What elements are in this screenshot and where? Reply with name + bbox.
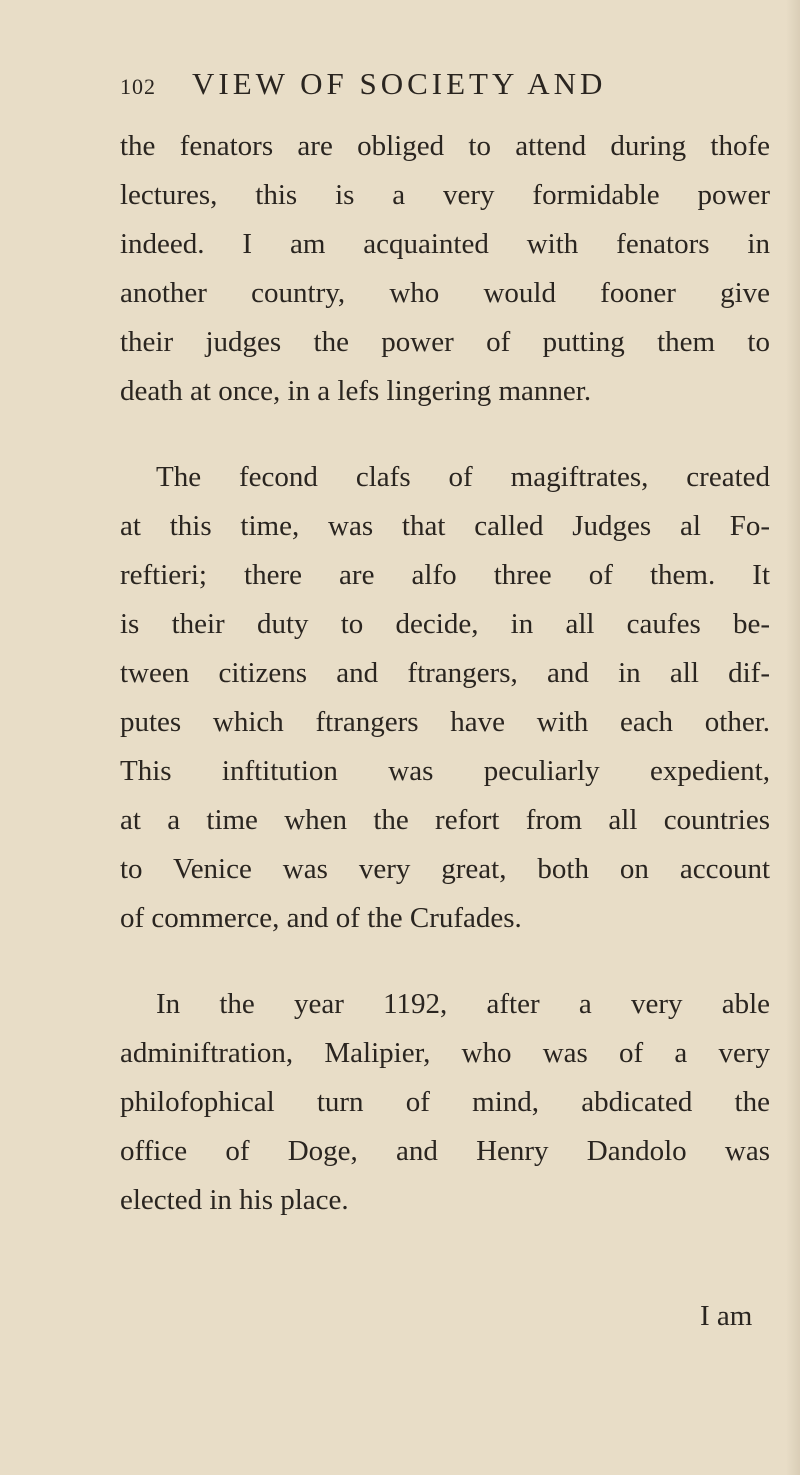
text-line: This inftitution was peculiarly expedient, [120,755,770,787]
text-line: to Venice was very great, both on account [120,853,770,885]
text-line: The fecond clafs of magiftrates, created [156,461,770,493]
text-line: tween citizens and ftrangers, and in all dif- [120,657,770,689]
body-text [120,122,770,1225]
page-header [120,66,720,106]
text-line: is their duty to decide, in all caufes be- [120,608,770,640]
text-line: In the year 1192, after a very able [156,988,770,1020]
text-line: lectures, this is a very formidable power [120,179,770,211]
paragraph-2 [120,453,770,943]
catchword: I am [700,1300,753,1332]
page-number: 102 [120,74,156,99]
text-line: indeed. I am acquainted with fenators in [120,228,770,260]
text-line: at a time when the refort from all countries [120,804,770,836]
text-line: adminiftration, Malipier, who was of a very [120,1037,770,1069]
text-line: the fenators are obliged to attend during thofe [120,130,770,162]
text-line: their judges the power of putting them to [120,326,770,358]
paragraph-gap [120,943,770,980]
text-line: office of Doge, and Henry Dandolo was [120,1135,770,1167]
text-line: at this time, was that called Judges al Fo- [120,510,770,542]
text-line: putes which ftrangers have with each other. [120,706,770,738]
text-line: of commerce, and of the Crufades. [120,902,522,934]
paragraph-gap [120,416,770,453]
page-edge-shadow [786,0,800,1475]
paragraph-3 [120,980,770,1225]
paragraph-1 [120,122,770,416]
text-line: reftieri; there are alfo three of them. It [120,559,770,591]
text-line: philofophical turn of mind, abdicated the [120,1086,770,1118]
running-title: VIEW OF SOCIETY AND [192,66,607,101]
text-line: another country, who would fooner give [120,277,770,309]
text-line: elected in his place. [120,1184,349,1216]
text-line: death at once, in a lefs lingering manner. [120,375,592,407]
